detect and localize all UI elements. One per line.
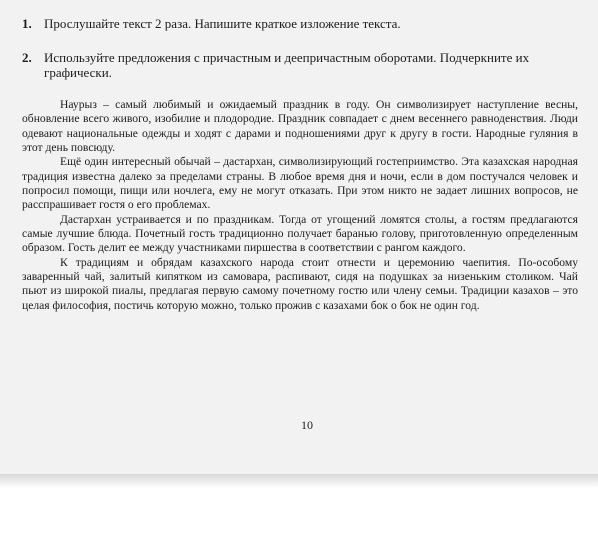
paragraph-dastarkhan: Ещё один интересный обычай – дастархан, символизирующий гостеприимство. Эта казахская народная традиция известна далеко за пределами страны. В любое время дня и ночи, если в дом постучался человек и попросил помощи, пищи или ночлега, ему не могут отказать. При этом никто не задает лишних вопросов, не расспрашивает гостя о его проблемах.	[22, 155, 578, 212]
task-1-number: 1.	[22, 16, 32, 31]
task-1-text: Прослушайте текст 2 раза. Напишите краткое изложение текста.	[44, 16, 401, 31]
paragraph-nauryz: Наурыз – самый любимый и ожидаемый праздник в году. Он символизирует наступление весны, обновление всего живого, изобилие и плодородие. Праздник совпадает с днем весеннего равноденствия. Люди одевают национальные одежды и ходят с дарами и подношениями друг к другу в гости. Народные гуляния в этот день повсюду.	[22, 98, 578, 155]
reading-text	[22, 98, 578, 313]
page-number: 10	[301, 418, 313, 432]
paragraph-feast: Дастархан устраивается и по праздникам. Тогда от угощений ломятся столы, а гостям предлагаются самые лучшие блюда. Почетный гость традиционно получает баранью голову, приготовленную определенным образом. Гость делит ее между участниками пиршества в соответствии с рангом каждого.	[22, 212, 578, 255]
task-2-number: 2.	[22, 50, 32, 65]
sheet-bottom-shadow	[0, 474, 598, 488]
task-2-text: Используйте предложения с причастным и деепричастным оборотами. Подчеркните их графически.	[44, 50, 530, 80]
paragraph-tea-ceremony: К традициям и обрядам казахского народа стоит отнести и церемонию чаепития. По-особому заваренный чай, залитый кипятком из самовара, распивают, сидя на подушках за низеньким столиком. Чай пьют из широкой пиалы, предлагая первую самому почетному гостю или члену семьи. Традиции казахов – это целая философия, постичь которую можно, только прожив с казахами бок о бок не один год.	[22, 255, 578, 312]
